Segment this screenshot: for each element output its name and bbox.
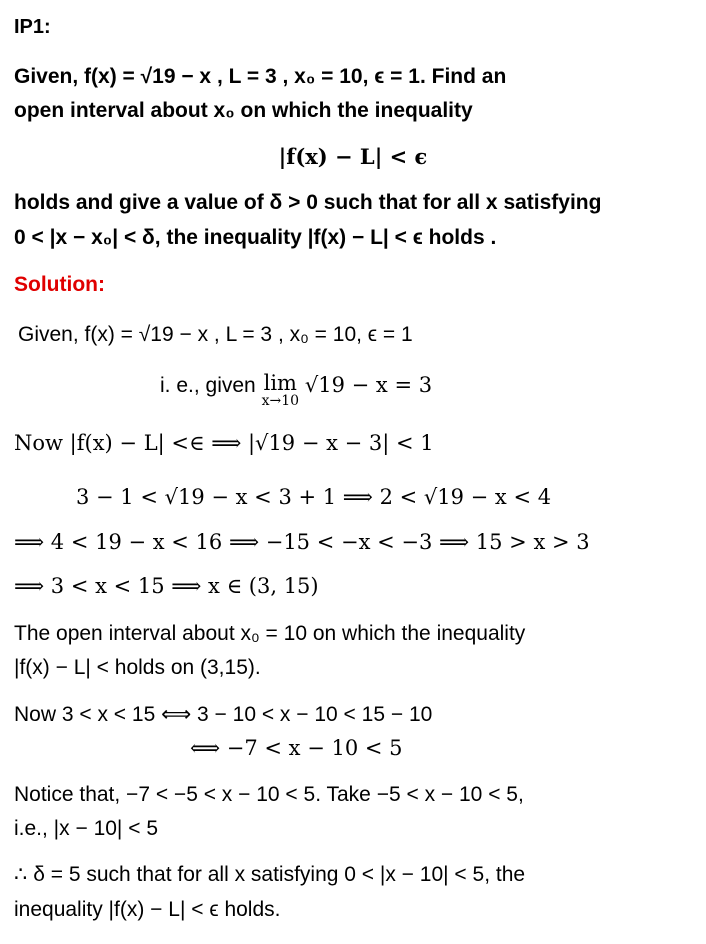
problem-line-2: open interval about x₀ on which the inequality bbox=[14, 99, 473, 122]
limit-subscript: x→10 bbox=[261, 393, 300, 409]
limit-word: lim bbox=[263, 371, 297, 395]
step-conclusion-1: ∴ δ = 5 such that for all x satisfying 0 < |x − 10| < 5, the bbox=[14, 863, 526, 886]
step-interval-text-2: |f(x) − L| < holds on (3,15). bbox=[14, 656, 261, 679]
problem-line-1: Given, f(x) = √19 − x , L = 3 , x₀ = 10, ϵ = 1. Find an bbox=[14, 65, 507, 88]
step-interval: ⟹ 3 < x < 15 ⟹ x ∈ (3, 15) bbox=[14, 574, 319, 598]
step-ie: i.e., |x − 10| < 5 bbox=[14, 817, 158, 840]
problem-line-5: 0 < |x − x₀| < δ, the inequality |f(x) − L| < ϵ holds . bbox=[14, 226, 497, 249]
problem-inequality: |f(x) − L| < ϵ bbox=[278, 144, 428, 169]
step-bounds: 3 − 1 < √19 − x < 3 + 1 ⟹ 2 < √19 − x < 4 bbox=[76, 485, 552, 509]
limit-prefix: i. e., given bbox=[160, 374, 256, 397]
limit-expression: √19 − x = 3 bbox=[304, 373, 433, 397]
step-shift-1: Now 3 < x < 15 ⟺ 3 − 10 < x − 10 < 15 − 10 bbox=[14, 703, 433, 726]
limit-operator bbox=[262, 372, 299, 408]
step-conclusion-2: inequality |f(x) − L| < ϵ holds. bbox=[14, 898, 281, 921]
problem-line-4: holds and give a value of δ > 0 such that for all x satisfying bbox=[14, 191, 602, 214]
step-given: Given, f(x) = √19 − x , L = 3 , x₀ = 10, ϵ = 1 bbox=[18, 323, 413, 346]
step-shift-2: ⟺ −7 < x − 10 < 5 bbox=[190, 736, 403, 760]
step-square: ⟹ 4 < 19 − x < 16 ⟹ −15 < −x < −3 ⟹ 15 > x > 3 bbox=[14, 530, 590, 554]
step-interval-text-1: The open interval about x₀ = 10 on which the inequality bbox=[14, 622, 526, 645]
problem-title: IP1: bbox=[14, 16, 51, 38]
step-notice: Notice that, −7 < −5 < x − 10 < 5. Take −5 < x − 10 < 5, bbox=[14, 783, 524, 806]
solution-label: Solution: bbox=[14, 273, 105, 296]
step-limit bbox=[160, 372, 432, 408]
step-now: Now |f(x) − L| <∈ ⟹ |√19 − x − 3| < 1 bbox=[14, 431, 434, 455]
